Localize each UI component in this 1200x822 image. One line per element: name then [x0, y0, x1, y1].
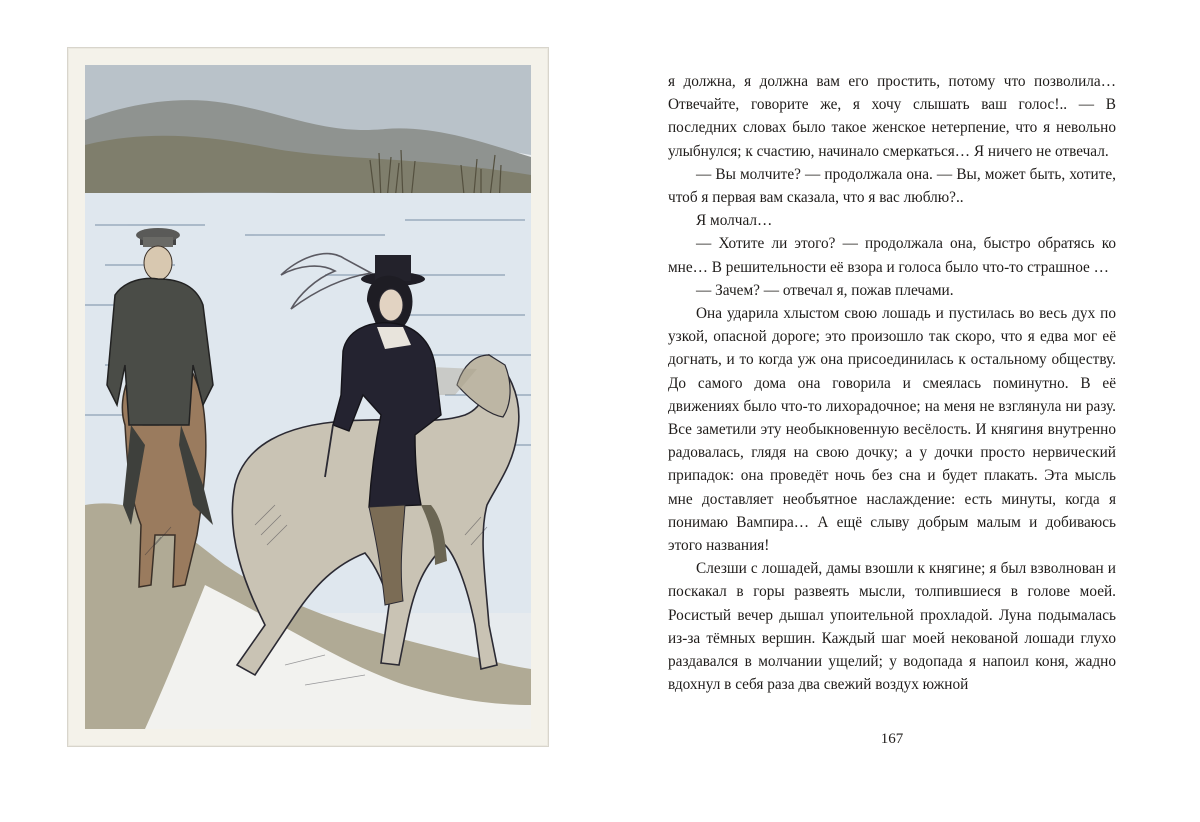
illustration-plate [67, 47, 549, 747]
paragraph-7: Слезши с лошадей, дамы взошли к княгине; я был взволнован и поскакал в горы развеять мысли, толпившиеся в голове моей. Росистый вечер дышал упоительной прохладой. Луна подымалась из-за тёмных вершин. Каждый шаг моей некованой лошади глухо раздавался в молчании ущелий; у водопада я напоил коня, жадно вдохнул в себя раза два свежий воздух южной [668, 560, 1116, 694]
page-number: 167 [880, 731, 904, 747]
illustration-two-riders [85, 65, 531, 729]
paragraph-3: Я молчал… [696, 212, 773, 230]
paragraph-2: — Вы молчите? — продолжала она. — Вы, может быть, хотите, чтоб я первая вам сказала, что я вас люблю?.. [668, 165, 1116, 207]
paragraph-5: — Зачем? — отвечал я, пожав плечами. [696, 281, 954, 299]
paragraph-1: я должна, я должна вам его простить, потому что позволила… Отвечайте, говорите же, я хочу слышать ваш голос!.. — В последних словах было такое женское нетерпение, что я невольно улыбнулся; к счастию, начинало смеркаться… Я ничего не отвечал. [668, 73, 1116, 160]
paragraph-4: — Хотите ли этого? — продолжала она, быстро обратясь ко мне… В решительности её взора и голоса было что-то страшное … [668, 235, 1116, 276]
text-column [668, 70, 1116, 696]
paragraph-6: Она ударила хлыстом свою лошадь и пустилась во весь дух по узкой, опасной дороге; это произошло так скоро, что я едва мог её догнать, и то когда уж она присоединилась к остальному обществу. До самого дома она говорила и смеялась поминутно. В её движениях было что-то лихорадочное; на меня не взглянула ни разу. Все заметили эту необыкновенную весёлость. И княгиня внутренно радовалась, глядя на свою дочку; а у дочки просто нервический припадок: она проведёт ночь без сна и будет плакать. Эта мысль мне доставляет необъятное наслаждение: есть минуты, когда я понимаю Вампира… А ещё слыву добрым малым и добиваюсь этого названия! [668, 305, 1116, 555]
